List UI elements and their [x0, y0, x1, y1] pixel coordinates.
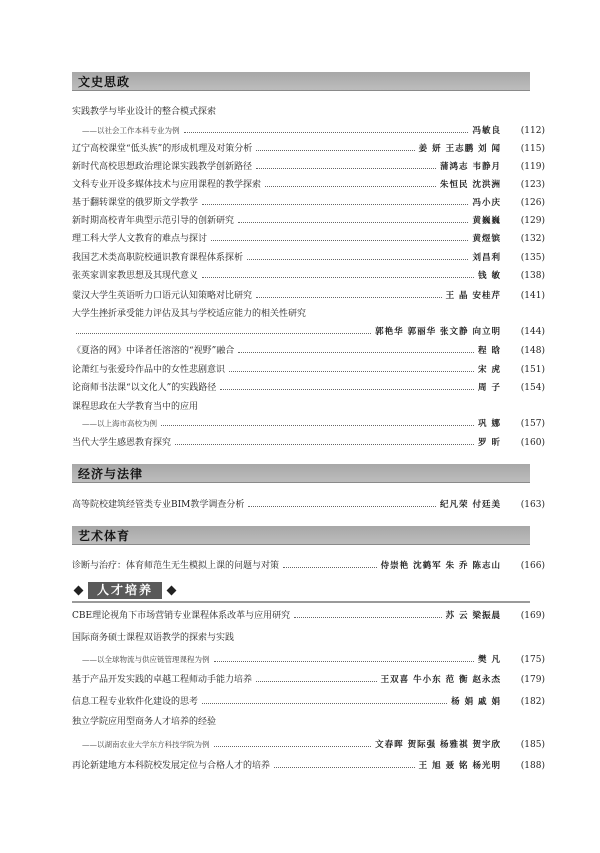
entry-title: 蒙汉大学生英语听力口语元认知策略对比研究 [72, 291, 253, 301]
entry-page: (135) [520, 253, 545, 263]
toc-entry[interactable] [72, 435, 545, 449]
toc-entry[interactable] [72, 497, 545, 511]
toc-entry[interactable] [72, 288, 545, 302]
entry-page: (112) [520, 126, 545, 136]
entry-authors: 冯敏良 [472, 126, 501, 136]
section-header-wenshi [72, 72, 530, 91]
entry-authors: 侍崇艳 沈鹤军 朱 乔 陈志山 [380, 561, 501, 571]
toc-entry[interactable] [72, 104, 545, 118]
toc-entry[interactable] [72, 399, 545, 413]
toc-entry[interactable] [72, 268, 545, 282]
toc-entry[interactable] [72, 213, 545, 227]
section-title: 人才培养 [88, 582, 162, 599]
entry-title: 当代大学生感恩教育探究 [72, 438, 172, 448]
leader-dots [265, 180, 436, 187]
entry-page: (154) [520, 383, 545, 393]
entry-page: (151) [520, 365, 545, 375]
leader-dots [294, 611, 442, 618]
entry-authors: 钱 敏 [478, 271, 501, 281]
entry-title: 论萧红与张爱玲作品中的女性悲剧意识 [72, 365, 226, 375]
entry-page: (141) [520, 291, 545, 301]
entry-authors: 黄煜镔 [472, 234, 501, 244]
leader-dots [202, 271, 474, 278]
entry-title: 辽宁高校课堂“低头族”的形成机理及对策分析 [72, 144, 253, 154]
leader-dots [238, 216, 468, 223]
entry-authors: 纪凡荣 付廷美 [440, 500, 501, 510]
toc-entry[interactable] [72, 231, 545, 245]
entry-title: CBE理论视角下市场营销专业课程体系改革与应用研究 [72, 611, 291, 621]
section-title: 经济与法律 [78, 467, 144, 481]
entry-authors: 周 子 [478, 383, 501, 393]
section-header-rencai [72, 582, 530, 603]
toc-entry[interactable] [72, 195, 545, 209]
toc-entry[interactable] [72, 177, 545, 191]
entry-authors: 蒲鸿志 韦静月 [440, 162, 501, 172]
entry-title: 基于产品开发实践的卓越工程师动手能力培养 [72, 675, 253, 685]
entry-title: 实践教学与毕业设计的整合模式探索 [72, 107, 217, 117]
entry-authors: 苏 云 梁振晨 [445, 611, 501, 621]
toc-entry[interactable] [72, 141, 545, 155]
leader-dots [184, 126, 469, 133]
leader-dots [256, 291, 442, 298]
toc-entry[interactable] [72, 558, 545, 572]
entry-page: (115) [520, 144, 545, 154]
toc-entry[interactable] [72, 672, 545, 686]
toc-entry[interactable] [72, 694, 545, 708]
toc-entry[interactable] [72, 380, 545, 394]
entry-page: (188) [520, 761, 545, 771]
entry-authors: 樊 凡 [478, 655, 501, 665]
entry-title: 我国艺术类高职院校通识教育课程体系探析 [72, 253, 244, 263]
entry-authors: 黄巍巍 [472, 216, 501, 226]
entry-page: (175) [520, 655, 545, 665]
toc-entry[interactable] [72, 738, 545, 752]
section-header-yishu [72, 526, 530, 545]
entry-title: 《夏洛的网》中译者任溶溶的“视野”融合 [72, 346, 235, 356]
leader-dots [238, 346, 474, 353]
leader-dots [256, 144, 414, 151]
entry-title: 诊断与治疗：体育师范生无生模拟上课的问题与对策 [72, 561, 280, 571]
entry-title: 理工科大学人文教育的难点与探讨 [72, 234, 208, 244]
entry-page: (157) [520, 419, 545, 429]
entry-page: (132) [520, 234, 545, 244]
entry-authors: 文春晖 贺际强 杨雅祺 贺宇欣 [375, 740, 501, 750]
entry-page: (144) [520, 327, 545, 337]
toc-entry[interactable] [72, 630, 545, 644]
entry-title: 论商师书法课“以文化人”的实践路径 [72, 383, 217, 393]
toc-entry[interactable] [72, 714, 545, 728]
leader-dots [161, 419, 474, 426]
section-title: 文史思政 [78, 75, 131, 89]
entry-authors: 郭艳华 郭丽华 张文静 向立明 [375, 327, 501, 337]
entry-title: 课程思政在大学教育当中的应用 [72, 402, 199, 412]
entry-authors: 王 晶 安桂芹 [445, 291, 501, 301]
entry-authors: 杨 娟 戚 娟 [451, 697, 501, 707]
entry-authors: 姜 妍 王志鹏 刘 闻 [418, 144, 501, 154]
entry-title: 文科专业开设多媒体技术与应用课程的教学探索 [72, 180, 262, 190]
entry-subtitle: ——以社会工作本科专业为例 [82, 126, 180, 135]
entry-title: 高等院校建筑经管类专业BIM教学调查分析 [72, 500, 245, 510]
leader-dots [229, 365, 474, 372]
leader-dots [214, 655, 475, 662]
leader-dots [274, 761, 415, 768]
entry-page: (160) [520, 438, 545, 448]
leader-dots [247, 253, 468, 260]
entry-page: (119) [520, 162, 545, 172]
entry-page: (166) [520, 561, 545, 571]
leader-dots [220, 383, 474, 390]
leader-dots [211, 234, 468, 241]
entry-title: 张英家训家教思想及其现代意义 [72, 271, 199, 281]
entry-page: (169) [520, 611, 545, 621]
leader-dots [214, 740, 372, 747]
entry-page: (148) [520, 346, 545, 356]
toc-entry[interactable] [72, 608, 545, 622]
entry-page: (123) [520, 180, 545, 190]
leader-dots [76, 327, 371, 334]
entry-title: 再论新建地方本科院校发展定位与合格人才的培养 [72, 761, 271, 771]
leader-dots [256, 162, 436, 169]
entry-authors: 刘昌利 [472, 253, 501, 263]
diamond-icon [167, 586, 177, 596]
entry-page: (179) [520, 675, 545, 685]
leader-dots [175, 438, 474, 445]
leader-dots [283, 561, 377, 568]
entry-title: 国际商务硕士课程双语教学的探索与实践 [72, 633, 235, 643]
entry-subtitle: ——以上海市高校为例 [82, 419, 157, 428]
toc-entry[interactable] [72, 250, 545, 264]
entry-title: 新时代高校思想政治理论课实践教学创新路径 [72, 162, 253, 172]
leader-dots [256, 675, 377, 682]
entry-authors: 朱恒民 沈洪洲 [440, 180, 501, 190]
entry-title: 基于翻转课堂的俄罗斯文学教学 [72, 198, 199, 208]
leader-dots [248, 500, 436, 507]
toc-entry[interactable] [72, 306, 545, 320]
entry-authors: 王双喜 牛小东 范 衡 赵永杰 [380, 675, 501, 685]
diamond-icon [74, 586, 84, 596]
toc-entry[interactable] [72, 124, 545, 138]
entry-page: (138) [520, 271, 545, 281]
entry-authors: 程 晗 [478, 346, 501, 356]
entry-page: (182) [520, 697, 545, 707]
entry-authors: 罗 昕 [478, 438, 501, 448]
toc-entry[interactable] [72, 653, 545, 667]
section-title: 艺术体育 [78, 529, 131, 543]
entry-subtitle: ——以湖南农业大学东方科技学院为例 [82, 740, 210, 749]
toc-entry[interactable] [72, 417, 545, 431]
entry-page: (185) [520, 740, 545, 750]
leader-dots [202, 198, 468, 205]
entry-authors: 王 旭 聂 铭 杨光明 [418, 761, 501, 771]
toc-entry[interactable] [72, 325, 545, 339]
entry-authors: 宋 虎 [478, 365, 501, 375]
leader-dots [202, 697, 447, 704]
entry-title: 信息工程专业软件化建设的思考 [72, 697, 199, 707]
entry-page: (163) [520, 500, 545, 510]
entry-title: 独立学院应用型商务人才培养的经验 [72, 717, 217, 727]
toc-entry[interactable] [72, 758, 545, 772]
entry-title: 新时期高校青年典型示范引导的创新研究 [72, 216, 235, 226]
entry-title: 大学生挫折承受能力评估及其与学校适应能力的相关性研究 [72, 309, 307, 319]
entry-page: (129) [520, 216, 545, 226]
toc-entry[interactable] [72, 159, 545, 173]
entry-authors: 巩 娜 [478, 419, 501, 429]
toc-entry[interactable] [72, 362, 545, 376]
toc-entry[interactable] [72, 343, 545, 357]
entry-page: (126) [520, 198, 545, 208]
section-header-jingji [72, 464, 530, 483]
entry-authors: 冯小庆 [472, 198, 501, 208]
entry-subtitle: ——以全球物流与供应链管理课程为例 [82, 655, 210, 664]
